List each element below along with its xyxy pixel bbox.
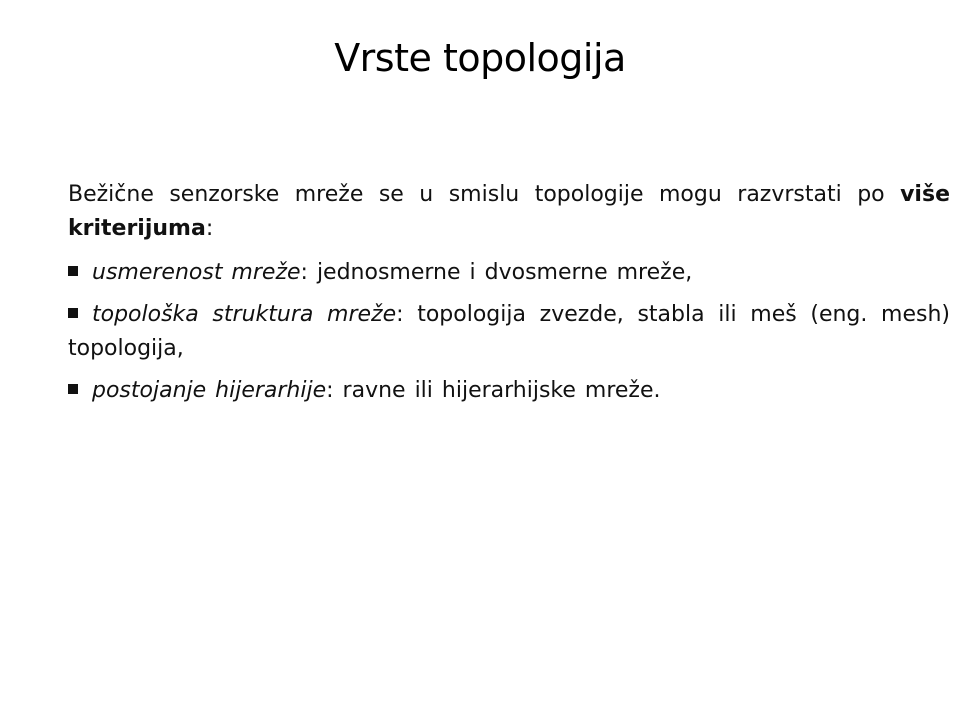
intro-bold-text: više kriterijuma xyxy=(68,182,950,241)
criterion-description: topologija zvezde, stabla ili meš (eng. mesh) topologija, xyxy=(68,302,951,361)
list-item xyxy=(68,298,950,366)
criterion-colon: : xyxy=(300,260,308,285)
square-bullet-icon xyxy=(68,266,78,276)
intro-colon: : xyxy=(205,216,214,241)
criterion-description: ravne ili hijerarhijske mreže. xyxy=(333,378,661,403)
intro-text: Bežične senzorske mreže se u smislu topologije mogu razvrstati po xyxy=(68,182,901,207)
criteria-list xyxy=(68,256,950,408)
square-bullet-icon xyxy=(68,308,78,318)
slide-body xyxy=(68,178,950,416)
list-item xyxy=(68,374,950,408)
criterion-description: jednosmerne i dvosmerne mreže, xyxy=(307,260,693,285)
slide-title: Vrste topologija xyxy=(334,36,626,80)
square-bullet-icon xyxy=(68,384,78,394)
criterion-colon: : xyxy=(396,302,404,327)
criterion-term: topološka struktura mreže xyxy=(92,302,397,327)
list-item xyxy=(68,256,950,290)
intro-paragraph xyxy=(68,178,950,246)
criterion-colon: : xyxy=(326,378,334,403)
criterion-term: postojanje hijerarhije xyxy=(92,378,327,403)
criterion-term: usmerenost mreže xyxy=(92,260,301,285)
